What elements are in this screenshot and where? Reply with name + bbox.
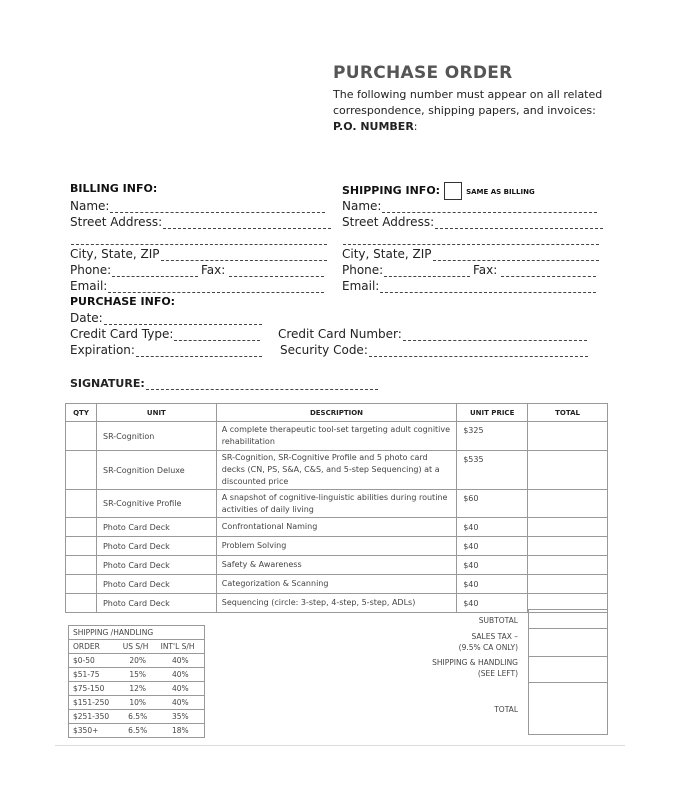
unit-cell: SR-Cognition <box>96 422 216 451</box>
item-row <box>66 575 608 594</box>
purchase-heading: PURCHASE INFO: <box>70 295 176 308</box>
us-rate: 10% <box>119 696 157 710</box>
unit-price-cell: $40 <box>457 556 528 575</box>
note: (SEE LEFT) <box>477 669 518 678</box>
qty-cell[interactable] <box>66 575 97 594</box>
unit-cell: Photo Card Deck <box>96 518 216 537</box>
expiration-field[interactable] <box>70 341 262 357</box>
label: City, State, ZIP <box>342 247 432 261</box>
header-total: TOTAL <box>528 404 608 422</box>
order-range: $51-75 <box>69 668 119 682</box>
shipping-street-line2[interactable] <box>342 229 599 245</box>
signature-field[interactable] <box>70 374 378 390</box>
billing-street-field[interactable] <box>70 213 331 229</box>
unit-cell: Photo Card Deck <box>96 575 216 594</box>
description-cell: A snapshot of cognitive-linguistic abilities during routine activities of daily living <box>216 490 456 518</box>
shipping-rate-row <box>69 710 205 724</box>
header-order: ORDER <box>69 640 119 654</box>
label: Name: <box>70 199 110 213</box>
unit-price-cell: $535 <box>457 451 528 490</box>
note: (9.5% CA ONLY) <box>458 643 518 652</box>
order-range: $75-150 <box>69 682 119 696</box>
sales-tax-label <box>459 631 518 653</box>
header-intl-sh: INT'L S/H <box>157 640 205 654</box>
shipping-phone-field[interactable] <box>342 261 470 277</box>
order-range: $251-350 <box>69 710 119 724</box>
unit-cell: Photo Card Deck <box>96 594 216 613</box>
label: SIGNATURE: <box>70 377 145 390</box>
items-table <box>65 403 608 613</box>
unit-price-cell: $60 <box>457 490 528 518</box>
header-qty: QTY <box>66 404 97 422</box>
bottom-rule <box>55 745 625 746</box>
us-rate: 6.5% <box>119 710 157 724</box>
label: Name: <box>342 199 382 213</box>
unit-price-cell: $325 <box>457 422 528 451</box>
intl-rate: 40% <box>157 682 205 696</box>
header-unit-price: UNIT PRICE <box>457 404 528 422</box>
header-us-sh: US S/H <box>119 640 157 654</box>
header-description: DESCRIPTION <box>216 404 456 422</box>
billing-city-field[interactable] <box>70 245 327 261</box>
shipping-rate-row <box>69 696 205 710</box>
header-unit: UNIT <box>96 404 216 422</box>
qty-cell[interactable] <box>66 537 97 556</box>
unit-cell: Photo Card Deck <box>96 556 216 575</box>
label: Phone: <box>342 263 384 277</box>
unit-price-cell: $40 <box>457 537 528 556</box>
us-rate: 20% <box>119 654 157 668</box>
subtotal-label: SUBTOTAL <box>478 616 518 625</box>
intl-rate: 40% <box>157 668 205 682</box>
label: Fax: <box>473 263 498 277</box>
total-cell[interactable] <box>528 490 608 518</box>
label: Email: <box>342 279 380 293</box>
description-cell: A complete therapeutic tool-set targeting adult cognitive rehabilitation <box>216 422 456 451</box>
qty-cell[interactable] <box>66 556 97 575</box>
unit-cell: SR-Cognitive Profile <box>96 490 216 518</box>
item-row <box>66 518 608 537</box>
shipping-city-field[interactable] <box>342 245 599 261</box>
item-row <box>66 537 608 556</box>
same-as-billing-label: SAME AS BILLING <box>466 188 535 196</box>
label: Phone: <box>70 263 112 277</box>
item-row <box>66 422 608 451</box>
sales-tax-input[interactable] <box>528 628 608 657</box>
intl-rate: 18% <box>157 724 205 738</box>
billing-street-line2[interactable] <box>70 229 327 245</box>
billing-email-field[interactable] <box>70 277 324 293</box>
po-number-label: P.O. NUMBER <box>333 120 414 133</box>
card-number-field[interactable] <box>278 325 587 341</box>
label: Expiration: <box>70 343 135 357</box>
description-cell: Sequencing (circle: 3-step, 4-step, 5-step, ADLs) <box>216 594 456 613</box>
label: SHIPPING INFO: <box>342 184 441 197</box>
us-rate: 15% <box>119 668 157 682</box>
item-row <box>66 594 608 613</box>
date-field[interactable] <box>70 309 262 325</box>
shipping-email-field[interactable] <box>342 277 596 293</box>
qty-cell[interactable] <box>66 518 97 537</box>
description-cell: Safety & Awareness <box>216 556 456 575</box>
item-row <box>66 556 608 575</box>
intl-rate: 40% <box>157 696 205 710</box>
order-range: $350+ <box>69 724 119 738</box>
intl-rate: 40% <box>157 654 205 668</box>
shipping-name-field[interactable] <box>342 197 597 213</box>
us-rate: 12% <box>119 682 157 696</box>
total-cell[interactable] <box>528 556 608 575</box>
total-label: TOTAL <box>494 705 518 714</box>
qty-cell[interactable] <box>66 422 97 451</box>
qty-cell[interactable] <box>66 594 97 613</box>
description-cell: Categorization & Scanning <box>216 575 456 594</box>
qty-cell[interactable] <box>66 451 97 490</box>
description-cell: Problem Solving <box>216 537 456 556</box>
order-range: $0-50 <box>69 654 119 668</box>
intro-sentence: The following number must appear on all related correspondence, shipping papers, and invoices: <box>333 88 603 117</box>
shipping-table-title: SHIPPING /HANDLING <box>73 628 154 637</box>
billing-heading: BILLING INFO: <box>70 182 158 195</box>
unit-cell: Photo Card Deck <box>96 537 216 556</box>
order-range: $151-250 <box>69 696 119 710</box>
us-rate: 6.5% <box>119 724 157 738</box>
total-cell[interactable] <box>528 422 608 451</box>
billing-name-field[interactable] <box>70 197 325 213</box>
shipping-handling-input[interactable] <box>528 656 608 683</box>
total-input[interactable] <box>528 682 608 735</box>
security-code-field[interactable] <box>280 341 588 357</box>
item-row <box>66 451 608 490</box>
label: Security Code: <box>280 343 368 357</box>
label: Date: <box>70 311 103 325</box>
unit-price-cell: $40 <box>457 575 528 594</box>
item-row <box>66 490 608 518</box>
shipping-handling-table <box>68 625 205 738</box>
shipping-fax-field[interactable] <box>473 261 596 277</box>
billing-phone-field[interactable] <box>70 261 198 277</box>
description-cell: Confrontational Naming <box>216 518 456 537</box>
label: City, State, ZIP <box>70 247 160 261</box>
label: Credit Card Number: <box>278 327 402 341</box>
label: Fax: <box>201 263 226 277</box>
total-cell[interactable] <box>528 518 608 537</box>
qty-cell[interactable] <box>66 490 97 518</box>
intl-rate: 35% <box>157 710 205 724</box>
unit-price-cell: $40 <box>457 594 528 613</box>
shipping-handling-label <box>432 657 518 679</box>
label: Email: <box>70 279 108 293</box>
label: Credit Card Type: <box>70 327 174 341</box>
label: SHIPPING & HANDLING <box>432 658 518 667</box>
label: SALES TAX – <box>471 632 518 641</box>
total-cell[interactable] <box>528 537 608 556</box>
description-cell: SR-Cognition, SR-Cognitive Profile and 5 photo card decks (CN, PS, S&A, C&S, and 5-step Sequencing) at a discounted price <box>216 451 456 490</box>
total-cell[interactable] <box>528 451 608 490</box>
card-type-field[interactable] <box>70 325 260 341</box>
total-cell[interactable] <box>528 575 608 594</box>
billing-fax-field[interactable] <box>201 261 324 277</box>
unit-cell: SR-Cognition Deluxe <box>96 451 216 490</box>
page-title: PURCHASE ORDER <box>333 63 513 83</box>
shipping-street-field[interactable] <box>342 213 603 229</box>
shipping-rate-row <box>69 654 205 668</box>
unit-price-cell: $40 <box>457 518 528 537</box>
subtotal-input[interactable] <box>528 609 608 629</box>
label: Street Address: <box>342 215 435 229</box>
intro-text: The following number must appear on all related correspondence, shipping papers, and invoices: P.O. NUMBER: <box>333 88 603 133</box>
shipping-rate-row <box>69 668 205 682</box>
shipping-rate-row <box>69 682 205 696</box>
shipping-rate-row <box>69 724 205 738</box>
label: Street Address: <box>70 215 163 229</box>
